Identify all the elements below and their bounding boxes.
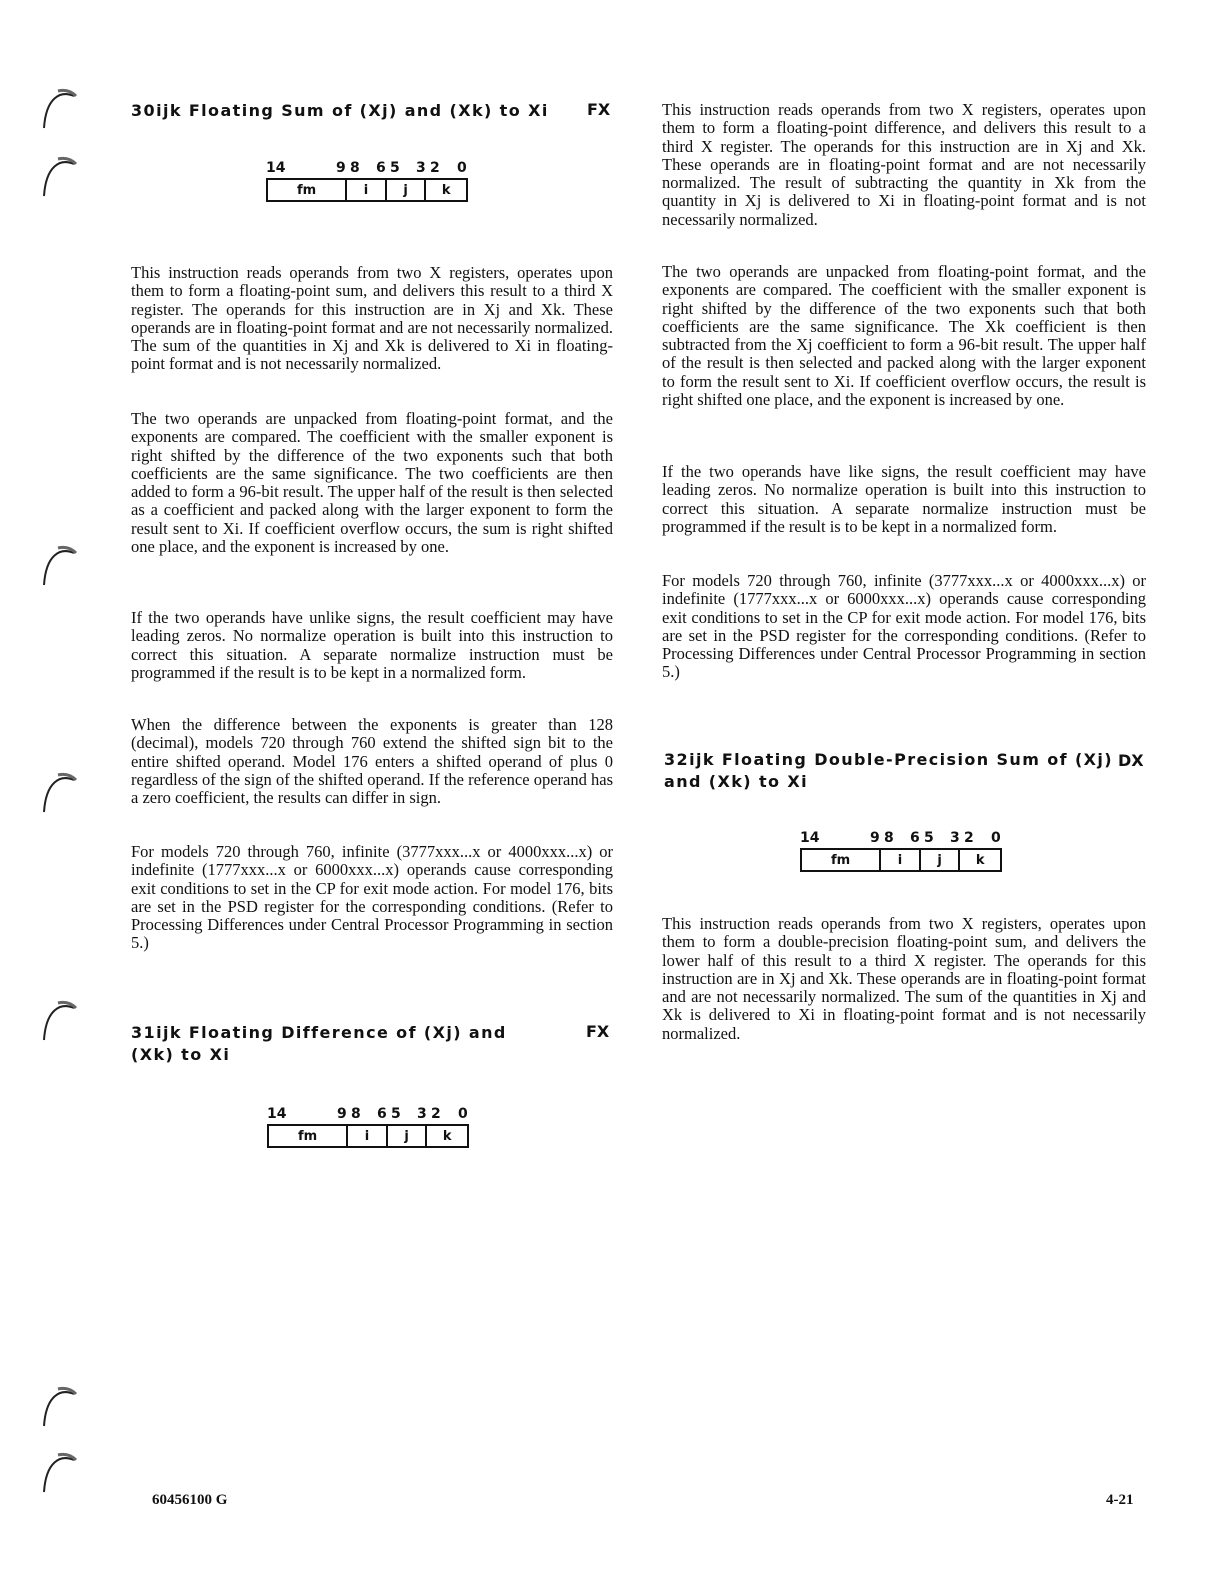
section-31-paragraph: The two operands are unpacked from floating-point format, and the exponents are compared. The coefficient with the smaller exponent is right shifted by the difference of the two exponents such that both coefficients are the same significance. The Xk coefficient is then subtracted from the Xj coefficient to form a 96-bit result. The upper half of the result is then selected and packed along with the larger exponent to form the result sent to Xi. If coefficient overflow occurs, the result is right shifted one place, and the exponent is increased by one. [662, 262, 1146, 410]
document-number: 60456100 G [152, 1492, 228, 1508]
bit-label: 14 [800, 830, 820, 846]
bit-label: 8 [884, 830, 894, 846]
section-31-paragraph: This instruction reads operands from two X registers, operates upon them to form a floating-point difference, and delivers this result to a third X register. The operands for this instruction are in Xj and Xk. These operands are in floating-point format and are not necessarily normalized. The result of subtracting the quantity in Xk from the quantity in Xj is delivered to Xi in floating-point format and is not necessarily normalized. [662, 100, 1146, 229]
section-30-paragraph: When the difference between the exponents is greater than 128 (decimal), models 720 through 760 extend the shifted sign bit to the entire shifted operand. Model 176 enters a shifted operand of plus 0 regardless of the sign of the shifted operand. If the reference operand has a zero coefficient, the results can differ in sign. [131, 715, 613, 808]
bit-label: 8 [351, 1106, 361, 1122]
section-30-paragraph: For models 720 through 760, infinite (3777xxx...x or 4000xxx...x) or indefinite (1777xxx...x or 6000xxx...x) operands cause corresponding exit conditions to set in the CP for exit mode action. For model 176, bits are set in the PSD register for the corresponding conditions. (Refer to Processing Differences under Central Processor Programming in section 5.) [131, 842, 613, 953]
field-j: j [387, 180, 427, 200]
format-fields [267, 1124, 469, 1148]
field-k: k [441, 182, 451, 198]
section-31-title: 31ijk Floating Difference of (Xj) and [131, 1023, 507, 1042]
bit-label: 0 [457, 160, 467, 176]
field-fm: fm [269, 1126, 348, 1146]
section-30-paragraph: The two operands are unpacked from floating-point format, and the exponents are compared. The coefficient with the smaller exponent is right shifted by the difference of the two exponents such that both coefficients are the same significance. The two coefficients are then added to form a 96-bit result. The upper half of the result is then selected as a coefficient and packed along with the larger exponent to form the result sent to Xi. If coefficient overflow occurs, the sum is right shifted one place, and the exponent is increased by one. [131, 409, 613, 557]
bit-label: 6 [376, 160, 386, 176]
bit-label: 9 [336, 160, 346, 176]
bit-label: 6 [377, 1106, 387, 1122]
bit-label: 9 [870, 830, 880, 846]
bit-label: 2 [430, 160, 440, 176]
section-31-paragraph: If the two operands have like signs, the result coefficient may have leading zeros. No normalize operation is built into this instruction to correct this situation. A separate normalize instruction must be programmed if the result is to be kept in a normalized form. [662, 462, 1146, 536]
section-32-paragraph: This instruction reads operands from two X registers, operates upon them to form a double-precision floating-point sum, and delivers the lower half of this result to a third X register. The operands for this instruction are in Xj and Xk. These operands are in floating-point format and are not necessarily normalized. The sum of the quantities in Xj and Xk is delivered to Xi in floating-point format and is not necessarily normalized. [662, 914, 1146, 1043]
section-32-title: 32ijk Floating Double-Precision Sum of (Xj) [664, 750, 1114, 769]
punch-hole-mark [40, 772, 78, 816]
section-30-format-code: FX [587, 100, 611, 119]
instruction-format-diagram [266, 160, 476, 204]
bit-positions [266, 160, 476, 180]
section-31-format-code: FX [586, 1022, 610, 1041]
bit-label: 3 [417, 1106, 427, 1122]
bit-label: 2 [964, 830, 974, 846]
punch-hole-mark [40, 88, 78, 132]
instruction-format-diagram [800, 830, 1010, 874]
field-i: i [347, 180, 387, 200]
bit-label: 8 [350, 160, 360, 176]
field-i: i [348, 1126, 388, 1146]
bit-label: 5 [390, 160, 400, 176]
bit-label: 0 [991, 830, 1001, 846]
bit-label: 14 [267, 1106, 287, 1122]
bit-positions [800, 830, 1010, 850]
punch-hole-mark [40, 1386, 78, 1430]
section-32-title-cont: and (Xk) to Xi [664, 772, 809, 791]
bit-label: 5 [924, 830, 934, 846]
field-k: k [975, 852, 985, 868]
format-fields [266, 178, 468, 202]
bit-label: 14 [266, 160, 286, 176]
page-number: 4-21 [1106, 1492, 1134, 1508]
section-32-format-code: DX [1118, 751, 1144, 770]
bit-label: 2 [431, 1106, 441, 1122]
field-fm: fm [268, 180, 347, 200]
section-31-paragraph: For models 720 through 760, infinite (3777xxx...x or 4000xxx...x) or indefinite (1777xxx...x or 6000xxx...x) operands cause corresponding exit conditions to set in the CP for exit mode action. For model 176, bits are set in the PSD register for the corresponding conditions. (Refer to Processing Differences under Central Processor Programming in section 5.) [662, 571, 1146, 682]
bit-positions [267, 1106, 477, 1126]
format-fields [800, 848, 1002, 872]
instruction-format-diagram [267, 1106, 477, 1150]
section-30-paragraph: If the two operands have unlike signs, the result coefficient may have leading zeros. No normalize operation is built into this instruction to correct this situation. A separate normalize instruction must be programmed if the result is to be kept in a normalized form. [131, 608, 613, 682]
field-k: k [442, 1128, 452, 1144]
bit-label: 3 [950, 830, 960, 846]
bit-label: 3 [416, 160, 426, 176]
punch-hole-mark [40, 545, 78, 589]
bit-label: 0 [458, 1106, 468, 1122]
field-j: j [388, 1126, 428, 1146]
bit-label: 5 [391, 1106, 401, 1122]
punch-hole-mark [40, 156, 78, 200]
section-31-title-cont: (Xk) to Xi [131, 1045, 231, 1064]
punch-hole-mark [40, 1452, 78, 1496]
field-j: j [921, 850, 961, 870]
section-30-paragraph: This instruction reads operands from two X registers, operates upon them to form a floating-point sum, and delivers this result to a third X register. The operands for this instruction are in Xj and Xk. These operands are in floating-point format and are not necessarily normalized. The sum of the quantities in Xj and Xk is delivered to Xi in floating-point format and is not necessarily normalized. [131, 263, 613, 374]
field-fm: fm [802, 850, 881, 870]
field-i: i [881, 850, 921, 870]
bit-label: 9 [337, 1106, 347, 1122]
section-30-title: 30ijk Floating Sum of (Xj) and (Xk) to Xi [131, 101, 549, 120]
punch-hole-mark [40, 1000, 78, 1044]
bit-label: 6 [910, 830, 920, 846]
